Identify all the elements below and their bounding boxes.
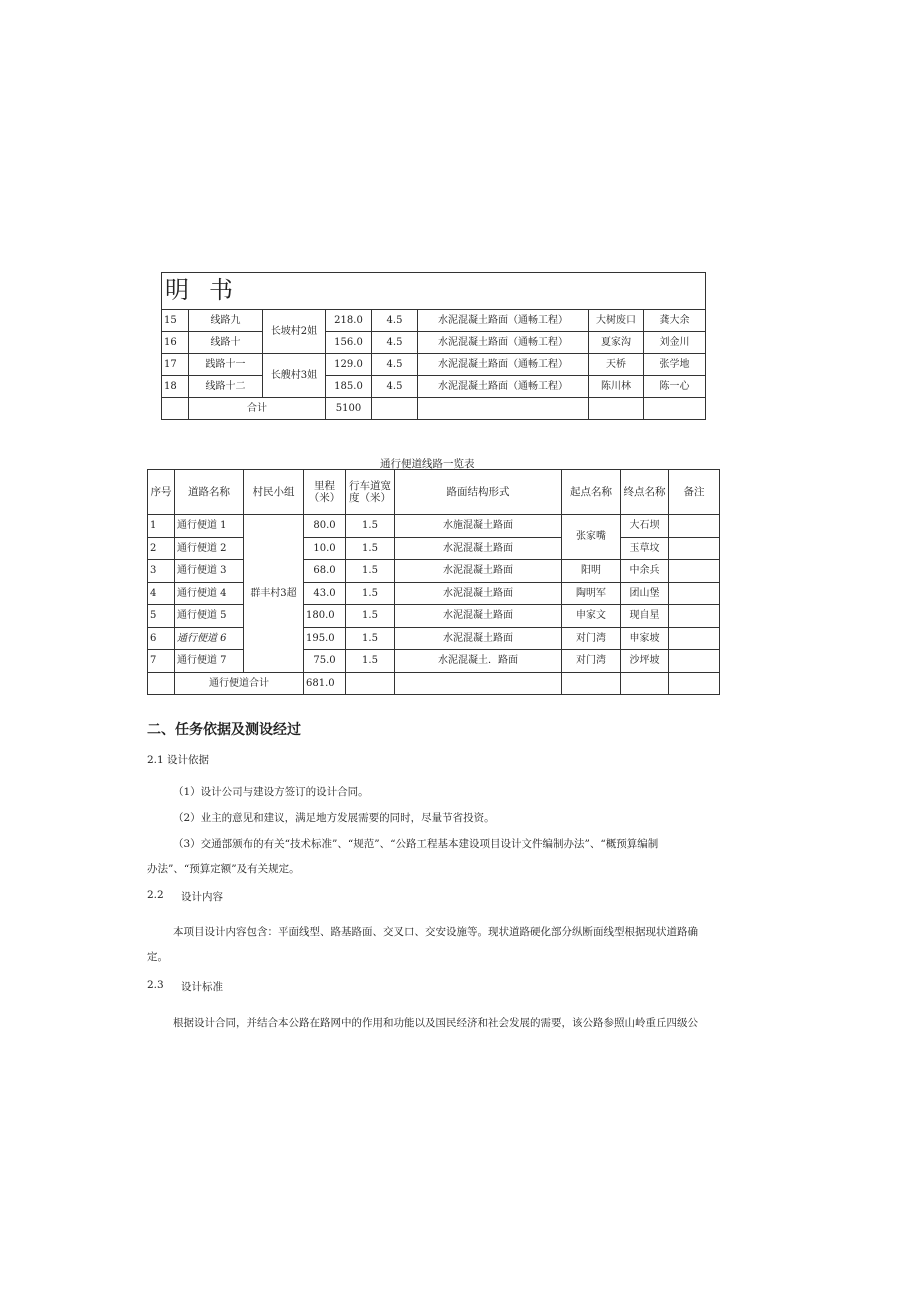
table-row — [148, 605, 720, 628]
subsection-2-2-number: 2.2 — [147, 889, 164, 901]
col-header: 终点名称 — [621, 470, 669, 515]
row-width: 1.5 — [346, 560, 395, 583]
row-no: 17 — [162, 354, 189, 376]
col-header: 行车道宽度（米） — [346, 470, 395, 515]
row-surface: 水泥混凝土路面 — [395, 582, 562, 605]
table-row — [148, 537, 720, 560]
row-length: 43.0 — [304, 582, 346, 605]
row-end: 申家坡 — [621, 627, 669, 650]
row-width: 1.5 — [346, 515, 395, 538]
row-length: 129.0 — [326, 354, 372, 376]
row-name: 通行便道 5 — [175, 605, 244, 628]
row-name: 通行便道 2 — [175, 537, 244, 560]
row-width: 4.5 — [372, 376, 418, 398]
row-name: 通行便道 4 — [175, 582, 244, 605]
row-start: 对门湾 — [562, 650, 621, 673]
row-width: 1.5 — [346, 582, 395, 605]
row-end: 团山堡 — [621, 582, 669, 605]
col-header: 路面结构形式 — [395, 470, 562, 515]
row-width: 4.5 — [372, 354, 418, 376]
row-start: 陶明军 — [562, 582, 621, 605]
total-label: 合计 — [189, 398, 326, 420]
road-table-continued — [161, 272, 706, 420]
row-surface: 水泥混凝土路面（通畅工程） — [418, 332, 589, 354]
row-start: 申家文 — [562, 605, 621, 628]
row-surface: 水泥混凝土路面 — [395, 627, 562, 650]
row-surface: 水泥混凝土路面 — [395, 537, 562, 560]
table-row — [162, 310, 706, 332]
basis-item-1: （1）设计公司与建设方签订的设计合同。 — [173, 786, 369, 798]
row-no: 1 — [148, 515, 175, 538]
row-group: 长坡村2姐 — [263, 310, 326, 354]
row-end: 玉草坟 — [621, 537, 669, 560]
subsection-2-3-title: 设计标准 — [181, 981, 223, 993]
row-start: 阳明 — [562, 560, 621, 583]
subsection-2-3-number: 2.3 — [147, 979, 164, 991]
row-surface: 水泥混凝土路面 — [395, 560, 562, 583]
row-end: 刘金川 — [644, 332, 706, 354]
row-surface: 水泥混凝土路面 — [395, 605, 562, 628]
row-no: 15 — [162, 310, 189, 332]
row-end: 张学地 — [644, 354, 706, 376]
col-header: 序号 — [148, 470, 175, 515]
row-no: 3 — [148, 560, 175, 583]
row-no: 16 — [162, 332, 189, 354]
row-length: 195.0 — [304, 627, 346, 650]
row-group: 长艘村3姐 — [263, 354, 326, 398]
row-start: 对门湾 — [562, 627, 621, 650]
col-header: 道路名称 — [175, 470, 244, 515]
basis-item-3-cont: 办法”、“预算定额”及有关规定。 — [147, 863, 300, 875]
row-surface: 水泥混凝土．路面 — [395, 650, 562, 673]
col-header: 备注 — [669, 470, 720, 515]
row-length: 75.0 — [304, 650, 346, 673]
row-length: 156.0 — [326, 332, 372, 354]
col-header: 起点名称 — [562, 470, 621, 515]
row-name: 践路十一 — [189, 354, 263, 376]
row-name: 通行便道 7 — [175, 650, 244, 673]
basis-item-2: （2）业主的意见和建议，满足地方发展需要的同时，尽量节省投资。 — [173, 812, 495, 824]
row-surface: 水泥混凝土路面（通畅工程） — [418, 376, 589, 398]
row-length: 68.0 — [304, 560, 346, 583]
table-row — [148, 560, 720, 583]
table-header-fragment — [162, 273, 706, 310]
table-header-row — [148, 470, 720, 515]
table-row — [162, 332, 706, 354]
content-paragraph: 本项目设计内容包含：平面线型、路基路面、交叉口、交安设施等。现状道路硬化部分纵断面线型根据现状道路确 — [173, 926, 698, 938]
content-paragraph-cont: 定。 — [147, 951, 168, 963]
row-end: 龚大余 — [644, 310, 706, 332]
row-name: 通行便道 1 — [175, 515, 244, 538]
total-label: 通行便道合计 — [175, 672, 304, 695]
row-length: 10.0 — [304, 537, 346, 560]
row-start: 张家嘴 — [562, 515, 621, 560]
section-title: 二、任务依据及测设经过 — [147, 722, 301, 738]
row-name: 线路九 — [189, 310, 263, 332]
table-total-row — [162, 398, 706, 420]
row-no: 18 — [162, 376, 189, 398]
row-length: 218.0 — [326, 310, 372, 332]
row-width: 1.5 — [346, 605, 395, 628]
row-name: 线路十二 — [189, 376, 263, 398]
row-group: 群丰村3超 — [244, 515, 304, 673]
row-no: 4 — [148, 582, 175, 605]
col-header: 里程（米） — [304, 470, 346, 515]
row-start: 天桥 — [589, 354, 644, 376]
table-caption: 通行便道线路一览表 — [380, 458, 475, 470]
table-row — [148, 582, 720, 605]
row-name: 通行便道 6 — [175, 627, 244, 650]
subsection-2-1: 2.1 设计依据 — [147, 754, 210, 766]
standard-paragraph: 根据设计合同，并结合本公路在路网中的作用和功能以及国民经济和社会发展的需要，该公路参照山岭重丘四级公 — [173, 1017, 698, 1029]
table-row — [148, 627, 720, 650]
table-row — [162, 376, 706, 398]
table-row — [162, 354, 706, 376]
row-end: 大石坝 — [621, 515, 669, 538]
row-end: 沙坪坡 — [621, 650, 669, 673]
row-width: 1.5 — [346, 627, 395, 650]
row-length: 80.0 — [304, 515, 346, 538]
row-end: 现自星 — [621, 605, 669, 628]
col-header: 村民小组 — [244, 470, 304, 515]
access-road-table — [147, 469, 720, 695]
subsection-2-2-title: 设计内容 — [181, 891, 223, 903]
row-width: 4.5 — [372, 310, 418, 332]
row-length: 180.0 — [304, 605, 346, 628]
row-width: 1.5 — [346, 537, 395, 560]
row-name: 线路十 — [189, 332, 263, 354]
row-no: 6 — [148, 627, 175, 650]
header-char-2: 书 — [209, 276, 233, 305]
row-no: 5 — [148, 605, 175, 628]
row-no: 7 — [148, 650, 175, 673]
header-char-1: 明 — [165, 276, 189, 305]
row-start: 陈川林 — [589, 376, 644, 398]
row-name: 通行便道 3 — [175, 560, 244, 583]
row-end: 中余兵 — [621, 560, 669, 583]
row-width: 4.5 — [372, 332, 418, 354]
table-total-row — [148, 672, 720, 695]
row-end: 陈一心 — [644, 376, 706, 398]
row-surface: 水泥混凝土路面（通畅工程） — [418, 354, 589, 376]
row-surface: 水泥混凝土路面（通畅工程） — [418, 310, 589, 332]
total-value: 681.0 — [304, 672, 346, 695]
row-surface: 水施混凝土路面 — [395, 515, 562, 538]
table-row — [148, 650, 720, 673]
basis-item-3: （3）交通部颁布的有关“技术标准”、“规范”、“公路工程基本建设项目设计文件编制办法”、“概预算编制 — [173, 838, 659, 850]
row-length: 185.0 — [326, 376, 372, 398]
row-no: 2 — [148, 537, 175, 560]
row-start: 大树废口 — [589, 310, 644, 332]
total-value: 5100 — [326, 398, 372, 420]
row-width: 1.5 — [346, 650, 395, 673]
table-row — [148, 515, 720, 538]
row-start: 夏家沟 — [589, 332, 644, 354]
